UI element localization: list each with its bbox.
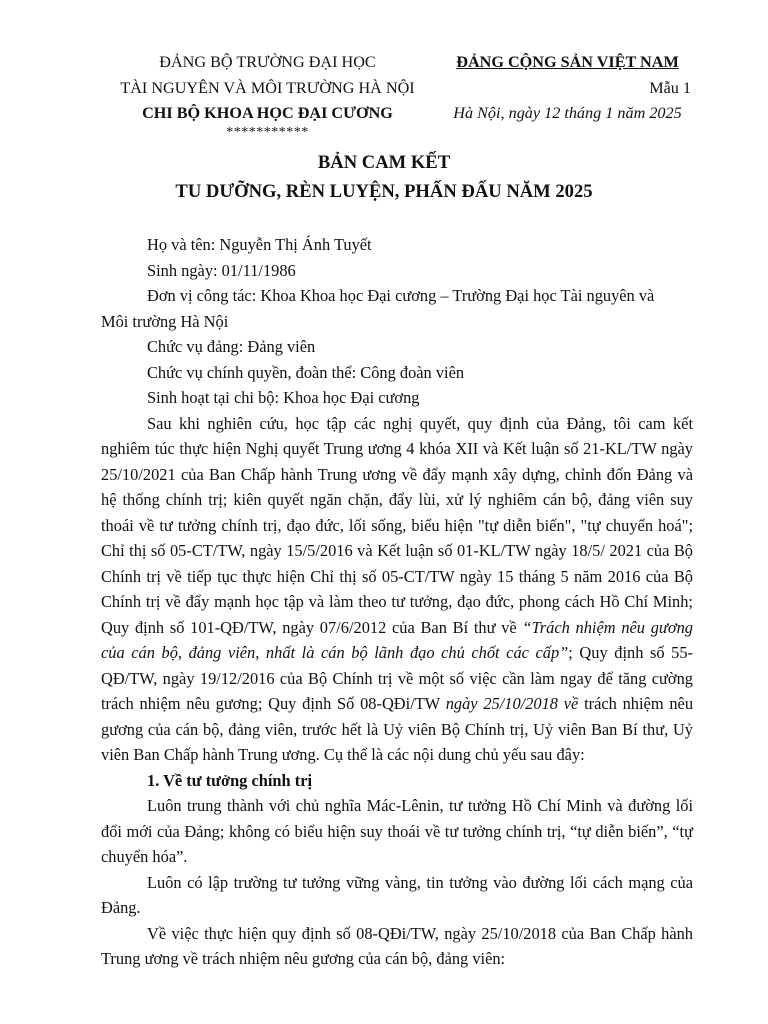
- document-date: Hà Nội, ngày 12 tháng 1 năm 2025: [453, 104, 682, 122]
- issuer-line-1: ĐẢNG BỘ TRƯỜNG ĐẠI HỌC: [159, 53, 376, 71]
- info-name: Họ và tên: Nguyễn Thị Ánh Tuyết: [147, 235, 372, 254]
- info-unit-continued: Môi trường Hà Nội: [101, 311, 229, 331]
- stars-divider: ***********: [226, 124, 309, 140]
- section-paragraph-1: Luôn trung thành với chủ nghĩa Mác-Lênin, tư tưởng Hồ Chí Minh và đường lối đổi mới của Đảng; không có biểu hiện suy thoái về tư tưởng chính trị, “tự diễn biến”, “tự chuyển hóa”.: [101, 796, 693, 866]
- party-name: ĐẢNG CỘNG SẢN VIỆT NAM: [456, 53, 679, 71]
- info-unit: Đơn vị công tác: Khoa Khoa học Đại cương – Trường Đại học Tài nguyên và: [147, 286, 655, 305]
- intro-text-2: ; Quy định số 55-QĐ/TW, ngày 19/12/2016 của Bộ Chính trị về một số việc cần làm ngay để tăng cường trách nhiệm nêu gương; Quy định Số 08-QĐi/TW: [101, 643, 693, 713]
- title-line-1: BẢN CAM KẾT: [317, 152, 451, 173]
- commitment-intro-paragraph: [101, 411, 693, 768]
- intro-text-1: Sau khi nghiên cứu, học tập các nghị quyết, quy định của Đảng, tôi cam kết nghiêm túc thực hiện Nghị quyết Trung ương 4 khóa XII và Kết luận số 21-KL/TW ngày 25/10/2021 của Ban Chấp hành Trung ương về đẩy mạnh xây dựng, chỉnh đốn Đảng và hệ thống chính trị; kiên quyết ngăn chặn, đẩy lùi, xử lý nghiêm cán bộ, đảng viên suy thoái về tư tưởng chính trị, đạo đức, lối sống, biểu hiện "tự diễn biến", "tự chuyển hoá"; Chỉ thị số 05-CT/TW, ngày 15/5/2016 và Kết luận số 01-KL/TW ngày 18/5/ 2021 của Bộ Chính trị về tiếp tục thực hiện Chỉ thị số 05-CT/TW ngày 15 tháng 5 năm 2016 của Bộ Chính trị về đẩy mạnh học tập và làm theo tư tưởng, đạo đức, phong cách Hồ Chí Minh; Quy định số 101-QĐ/TW, ngày 07/6/2012 của Ban Bí thư về: [101, 413, 693, 637]
- issuer-line-3: CHI BỘ KHOA HỌC ĐẠI CƯƠNG: [142, 104, 393, 122]
- issuer-line-2: TÀI NGUYÊN VÀ MÔI TRƯỜNG HÀ NỘI: [120, 78, 415, 97]
- intro-quote-italic: “Trách nhiệm nêu gương của cán bộ, đảng viên, nhất là cán bộ lãnh đạo chủ chốt các cấp”: [101, 617, 693, 662]
- info-party-position: Chức vụ đảng: Đảng viên: [147, 337, 316, 356]
- intro-date-italic: ngày 25/10/2018 về: [445, 694, 579, 713]
- info-dob: Sinh ngày: 01/11/1986: [147, 260, 296, 280]
- document-body: [101, 232, 693, 972]
- section-heading: 1. Về tư tưởng chính trị: [147, 770, 313, 790]
- title-line-2: TU DƯỠNG, RÈN LUYỆN, PHẤN ĐẤU NĂM 2025: [175, 181, 593, 202]
- info-gov-position: Chức vụ chính quyền, đoàn thể: Công đoàn viên: [147, 362, 465, 382]
- info-party-cell: Sinh hoạt tại chi bộ: Khoa học Đại cương: [147, 388, 420, 407]
- form-number: Mẫu 1: [649, 78, 691, 97]
- national-header-block: [430, 50, 705, 127]
- section-paragraph-2: Luôn có lập trường tư tưởng vững vàng, tin tưởng vào đường lối cách mạng của Đảng.: [101, 872, 693, 917]
- document-title: [0, 148, 768, 206]
- issuer-block: [100, 50, 435, 141]
- intro-text-3: trách nhiệm nêu gương của cán bộ, đảng viên, trước hết là Uỷ viên Bộ Chính trị, Uỷ viên Ban Bí thư, Uỷ viên Ban Chấp hành Trung ương. Cụ thể là các nội dung chủ yếu sau đây:: [101, 694, 694, 764]
- section-paragraph-3: Về việc thực hiện quy định số 08-QĐi/TW, ngày 25/10/2018 của Ban Chấp hành Trung ương về trách nhiệm nêu gương của cán bộ, đảng viên:: [101, 923, 693, 968]
